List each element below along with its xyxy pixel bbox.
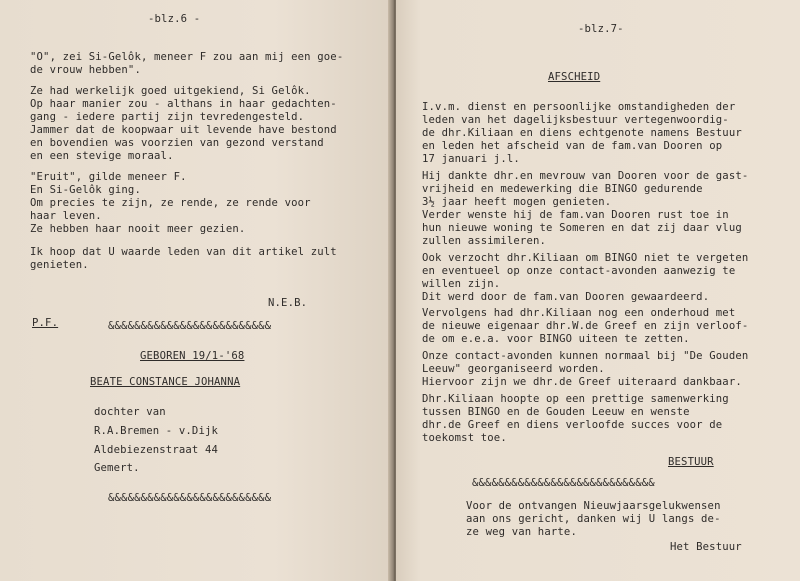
text-line: zullen assimileren.: [422, 235, 547, 247]
text-line: de dhr.Kiliaan en diens echtgenote namens Bestuur: [422, 127, 742, 139]
page-number: -blz.6 -: [148, 13, 201, 25]
text-line: 17 januari j.l.: [422, 153, 520, 165]
text-line: toekomst toe.: [422, 432, 507, 444]
text-line: willen zijn.: [422, 278, 501, 290]
text-line: en leden het afscheid van de fam.van Dooren op: [422, 140, 723, 152]
text-line: Ook verzocht dhr.Kiliaan om BINGO niet te vergeten: [422, 252, 749, 264]
text-line: Op haar manier zou - althans in haar gedachten-: [30, 98, 337, 110]
text-line: gang - iedere partij zijn tevredengesteld.: [30, 111, 305, 123]
text-line: 3½ jaar heeft mogen genieten.: [422, 196, 612, 208]
text-line: tussen BINGO en de Gouden Leeuw en wenste: [422, 406, 690, 418]
text-line: leden van het dagelijksbestuur vertegenwoordig-: [422, 114, 729, 126]
text-line: de om e.e.a. voor BINGO uiteen te zetten.: [422, 333, 690, 345]
baby-name: BEATE CONSTANCE JOHANNA: [90, 376, 241, 388]
text-line: Dhr.Kiliaan hoopte op een prettige samenwerking: [422, 393, 729, 405]
text-line: Vervolgens had dhr.Kiliaan nog een onderhoud met: [422, 307, 736, 319]
text-line: En Si-Gelôk ging.: [30, 184, 141, 196]
text-line: de vrouw hebben".: [30, 64, 141, 76]
text-line: "O", zei Si-Gelôk, meneer F zou aan mij een goe-: [30, 51, 344, 63]
text-line: Dit werd door de fam.van Dooren gewaardeerd.: [422, 291, 710, 303]
text-line: ze weg van harte.: [466, 526, 577, 538]
text-line: Hij dankte dhr.en mevrouw van Dooren voor de gast-: [422, 170, 749, 182]
signature: Het Bestuur: [670, 541, 742, 553]
text-line: aan ons gericht, danken wij U langs de-: [466, 513, 721, 525]
text-line: I.v.m. dienst en persoonlijke omstandigheden der: [422, 101, 736, 113]
left-page: [0, 0, 392, 581]
page-number: -blz.7-: [578, 23, 624, 35]
text-line: dhr.de Greef en diens verloofde succes voor de: [422, 419, 723, 431]
text-line: Om precies te zijn, ze rende, ze rende voor: [30, 197, 311, 209]
text-line: de nieuwe eigenaar dhr.W.de Greef en zijn verloof-: [422, 320, 749, 332]
section-heading: AFSCHEID: [548, 71, 601, 83]
text-line: Hiervoor zijn we dhr.de Greef uiteraard dankbaar.: [422, 376, 742, 388]
right-page: [396, 0, 800, 581]
signature: N.E.B.: [268, 297, 308, 309]
text-line: genieten.: [30, 259, 89, 271]
separator: &&&&&&&&&&&&&&&&&&&&&&&&&: [108, 492, 272, 504]
text-line: Onze contact-avonden kunnen normaal bij "De Gouden: [422, 350, 749, 362]
text-line: Ze hebben haar nooit meer gezien.: [30, 223, 246, 235]
text-line: Voor de ontvangen Nieuwjaarsgelukwensen: [466, 500, 721, 512]
text-line: R.A.Bremen - v.Dijk: [94, 425, 219, 437]
text-line: Verder wenste hij de fam.van Dooren rust toe in: [422, 209, 729, 221]
signature: BESTUUR: [668, 456, 714, 468]
text-line: Gemert.: [94, 462, 140, 474]
text-line: Aldebiezenstraat 44: [94, 444, 219, 456]
text-line: Ze had werkelijk goed uitgekiend, Si Gelôk.: [30, 85, 311, 97]
text-line: Jammer dat de koopwaar uit levende have bestond: [30, 124, 337, 136]
pf-label: P.F.: [32, 317, 59, 329]
separator: &&&&&&&&&&&&&&&&&&&&&&&&&: [108, 320, 272, 332]
birth-heading: GEBOREN 19/1-'68: [140, 350, 245, 362]
text-line: en eventueel op onze contact-avonden aanwezig te: [422, 265, 736, 277]
text-line: "Eruit", gilde meneer F.: [30, 171, 187, 183]
text-line: vrijheid en medewerking die BINGO gedurende: [422, 183, 703, 195]
text-line: haar leven.: [30, 210, 102, 222]
text-line: hun nieuwe woning te Someren en dat zij daar vlug: [422, 222, 742, 234]
text-line: en een stevige moraal.: [30, 150, 174, 162]
text-line: en bovendien was voorzien van gezond verstand: [30, 137, 324, 149]
text-line: Leeuw" georganiseerd worden.: [422, 363, 605, 375]
separator: &&&&&&&&&&&&&&&&&&&&&&&&&&&&: [472, 477, 655, 489]
text-line: Ik hoop dat U waarde leden van dit artikel zult: [30, 246, 337, 258]
text-line: dochter van: [94, 406, 166, 418]
